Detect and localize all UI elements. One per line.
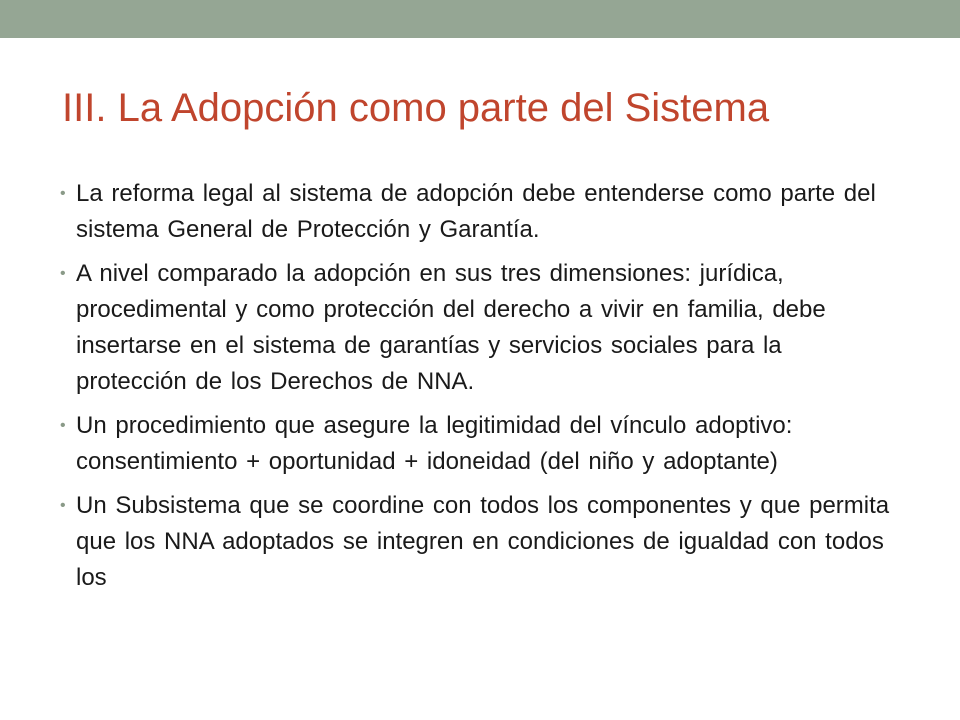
bullet-text: Un Subsistema que se coordine con todos los componentes y que permita que los NNA adoptados se integren en condiciones de igualdad con todos los bbox=[76, 492, 890, 591]
bullet-dot-icon: • bbox=[60, 497, 66, 514]
bullet-list bbox=[60, 176, 898, 604]
top-accent-band bbox=[0, 0, 960, 38]
bullet-dot-icon: • bbox=[60, 185, 66, 202]
bullet-dot-icon: • bbox=[60, 417, 66, 434]
bullet-text: La reforma legal al sistema de adopción debe entenderse como parte del sistema General de Protección y Garantía. bbox=[76, 180, 876, 243]
bullet-text: A nivel comparado la adopción en sus tres dimensiones: jurídica, procedimental y como protección del derecho a vivir en familia, debe insertarse en el sistema de garantías y servicios sociales para la protección de los Derechos de NNA. bbox=[76, 260, 826, 395]
bullet-item bbox=[60, 408, 898, 480]
bullet-item bbox=[60, 256, 898, 400]
slide-title: III. La Adopción como parte del Sistema bbox=[62, 86, 770, 130]
bullet-dot-icon: • bbox=[60, 265, 66, 282]
bullet-item bbox=[60, 176, 898, 248]
bullet-item bbox=[60, 488, 898, 596]
bullet-text: Un procedimiento que asegure la legitimidad del vínculo adoptivo: consentimiento + oportunidad + idoneidad (del niño y adoptante) bbox=[76, 412, 793, 475]
